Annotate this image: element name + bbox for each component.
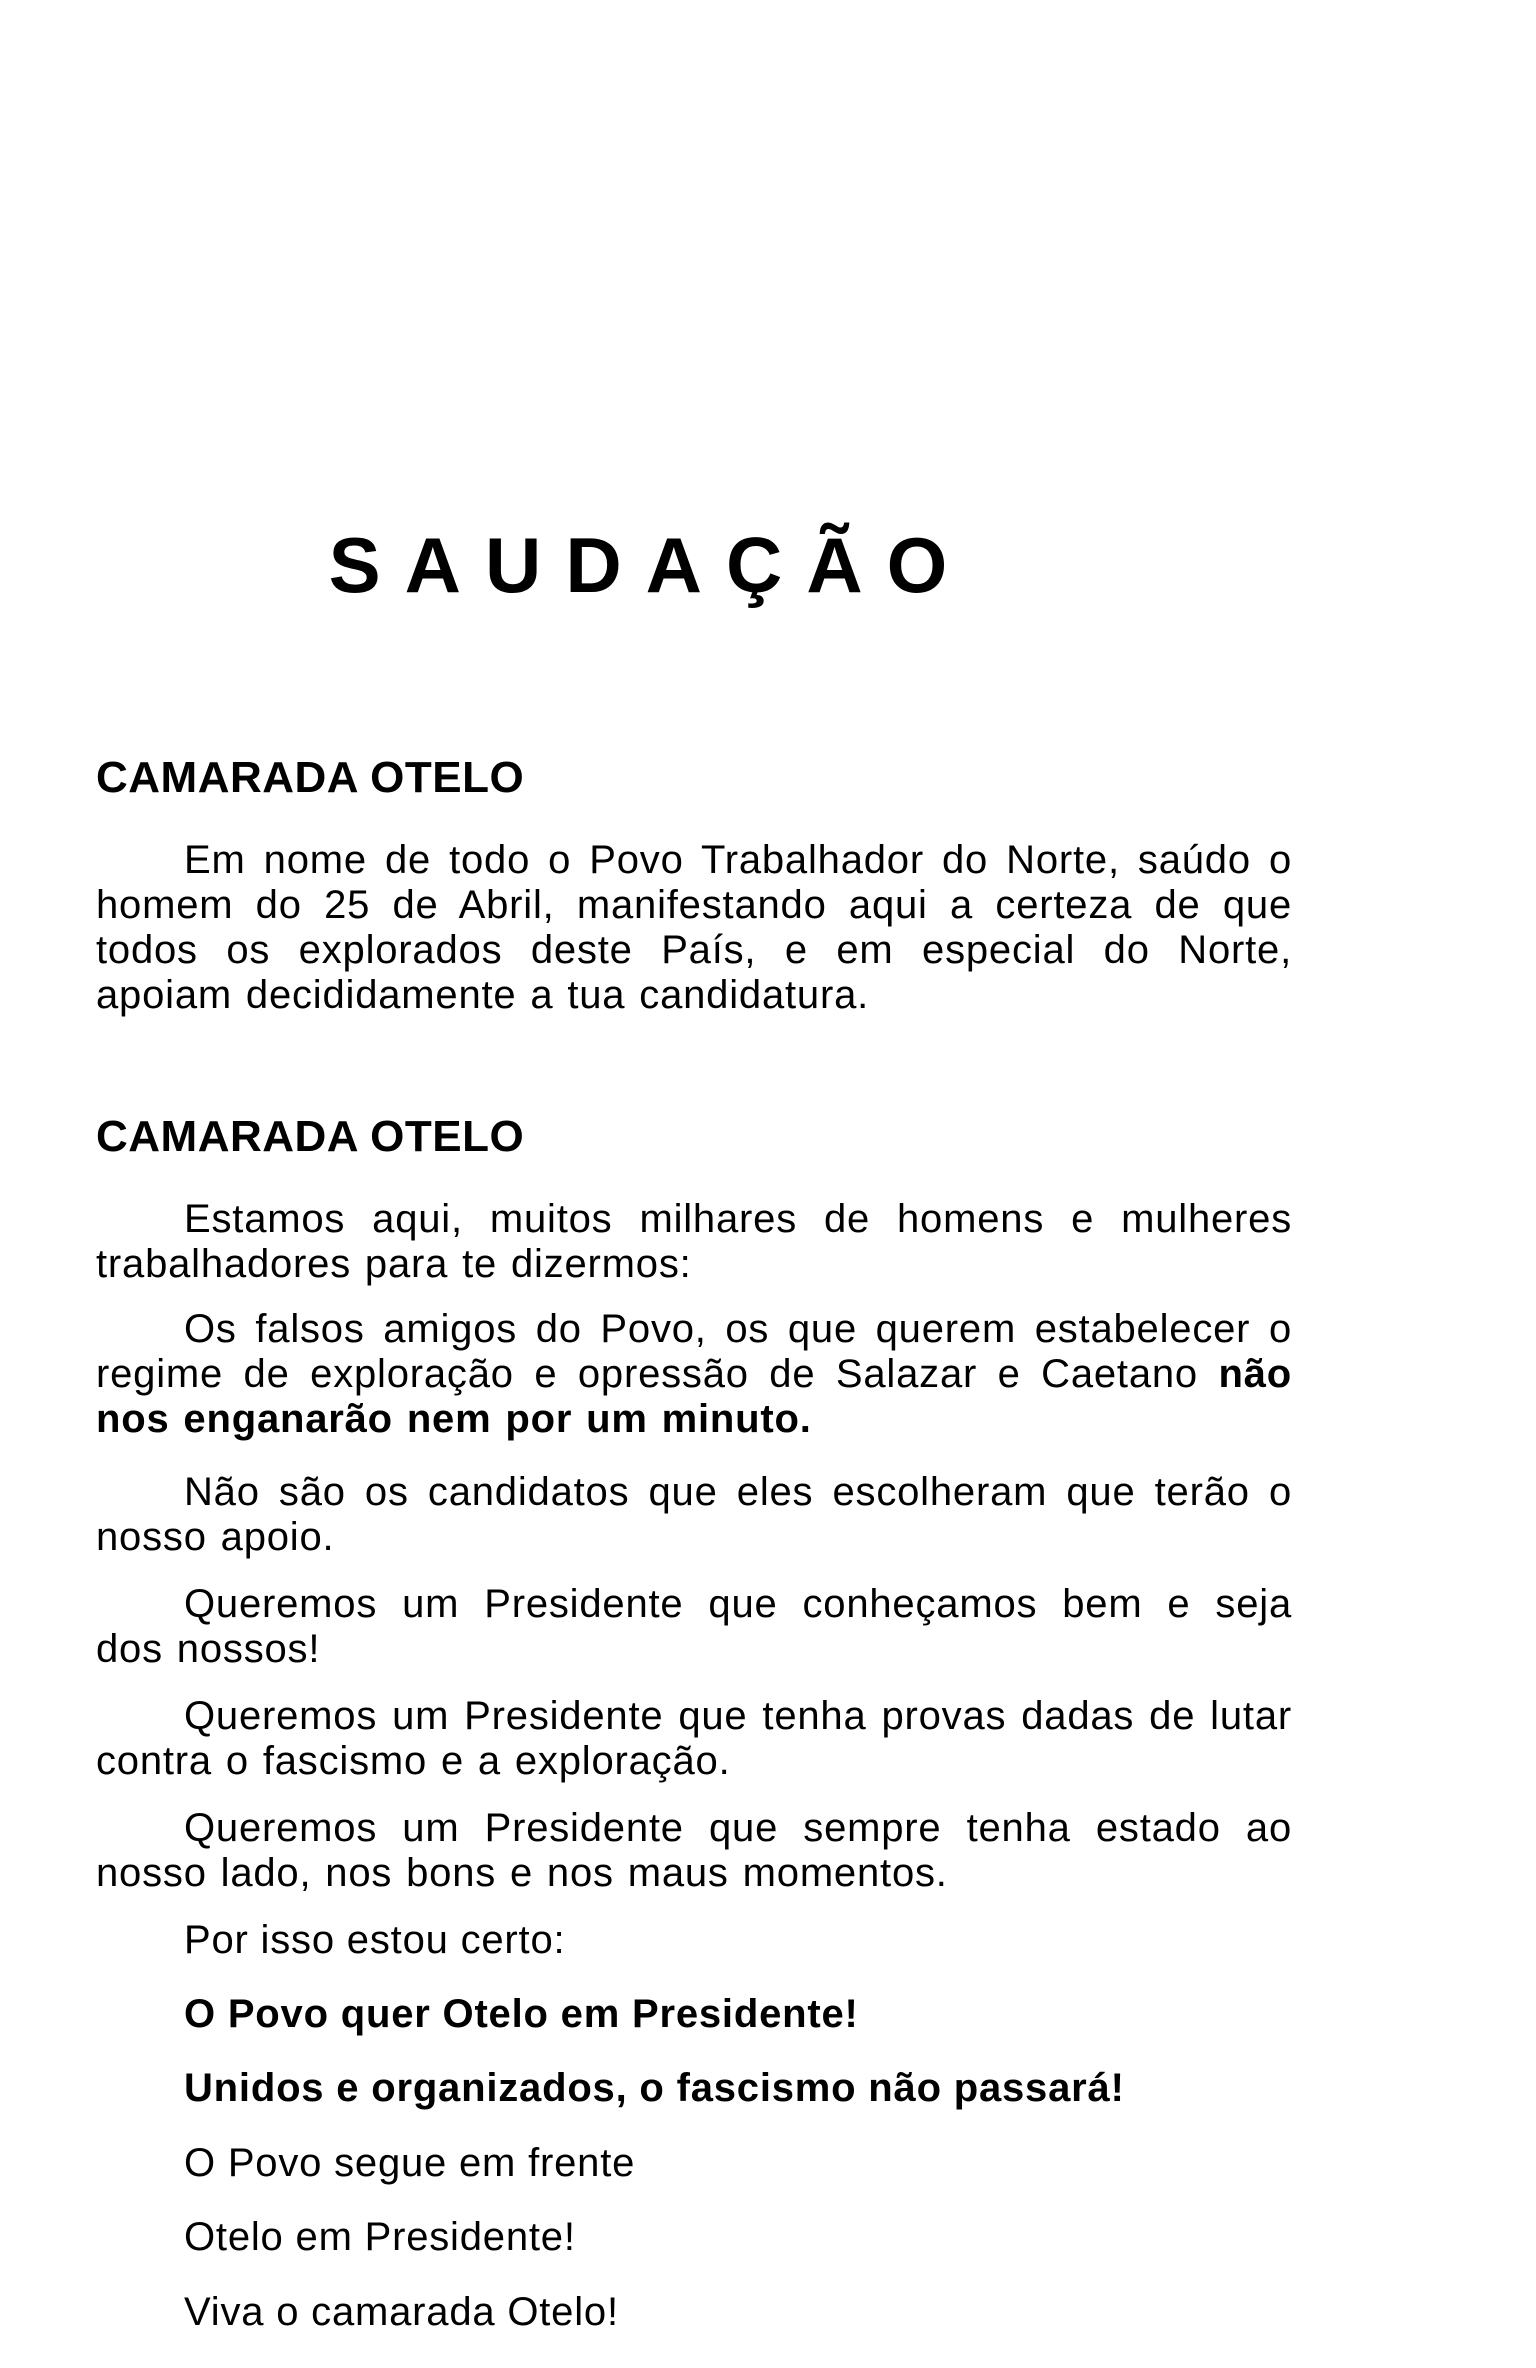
paragraph-2: Estamos aqui, muitos milhares de homens e mulheres trabalhadores para te dizermos: [96, 1197, 1292, 1286]
section-heading-2: CAMARADA OTELO [96, 1112, 525, 1161]
closing-line-4: O Povo segue em frente [184, 2141, 636, 2185]
paragraph-5: Queremos um Presidente que conheçamos bem e seja dos nossos! [96, 1582, 1292, 1671]
closing-line-5: Otelo em Presidente! [184, 2215, 576, 2259]
page-title: SAUDAÇÃO [328, 521, 972, 609]
paragraph-1: Em nome de todo o Povo Trabalhador do Norte, saúdo o homem do 25 de Abril, manifestando aqui a certeza de que todos os explorados deste País, e em especial do Norte, apoiam decididamente a tua candidatura. [96, 838, 1292, 1017]
paragraph-3-bold: não nos enganarão nem por um minuto. [96, 1352, 1292, 1441]
section-heading-1: CAMARADA OTELO [96, 753, 525, 802]
paragraph-7: Queremos um Presidente que sempre tenha estado ao nosso lado, nos bons e nos maus momentos. [96, 1806, 1292, 1895]
closing-line-6: Viva o camarada Otelo! [184, 2290, 619, 2334]
closing-line-1: Por isso estou certo: [184, 1918, 566, 1962]
paragraph-3-text: Os falsos amigos do Povo, os que querem estabelecer o regime de exploração e opressão de Salazar e Caetano [96, 1307, 1292, 1396]
closing-line-2: O Povo quer Otelo em Presidente! [184, 1992, 859, 2036]
paragraph-3 [96, 1307, 1292, 1442]
paragraph-4: Não são os candidatos que eles escolheram que terão o nosso apoio. [96, 1470, 1292, 1559]
paragraph-6: Queremos um Presidente que tenha provas dadas de lutar contra o fascismo e a exploração. [96, 1694, 1292, 1783]
closing-line-3: Unidos e organizados, o fascismo não passará! [184, 2066, 1125, 2110]
